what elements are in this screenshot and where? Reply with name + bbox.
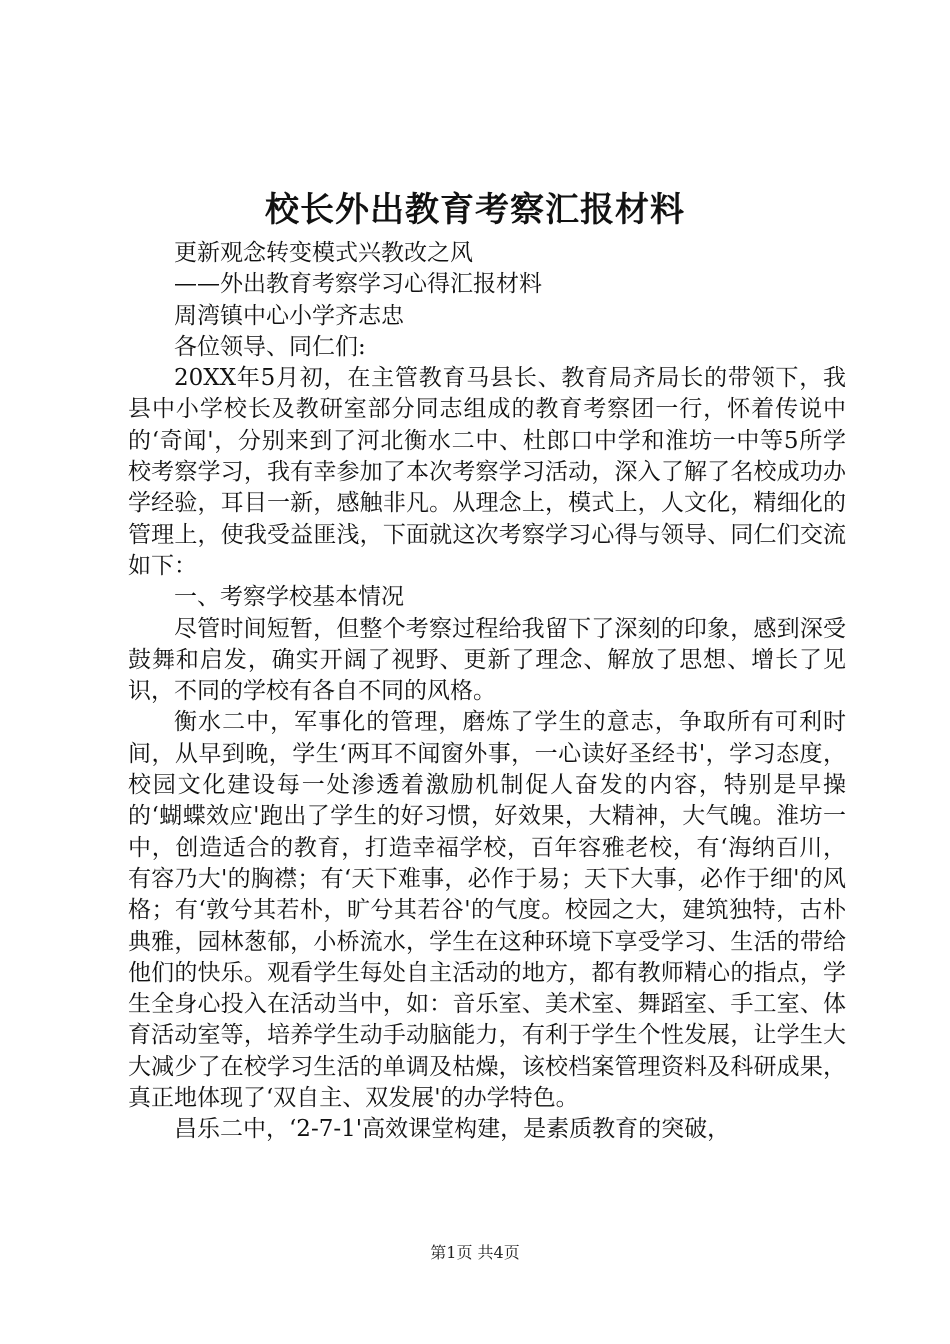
author-line: 周湾镇中心小学齐志忠 (174, 302, 404, 329)
body-paragraph: 衡水二中，军事化的管理，磨炼了学生的意志，争取所有可利时间，从早到晚，学生‘两耳不闻窗外事，一心读好圣经书'，学习态度，校园文化建设每一处渗透着激励机制促人奋发的内容，特别是早操的‘蝴蝶效应'跑出了学生的好习惯，好效果，大精神，大气魄。淮坊一中，创造适合的教育，打造幸福学校，百年容雅老校，有‘海纳百川，有容乃大'的胸襟；有‘天下难事，必作于易；天下大事，必作于细'的风格；有‘敦兮其若朴，旷兮其若谷'的气度。校园之大，建筑独特，古朴典雅，园林葱郁，小桥流水，学生在这种环境下享受学习、生活的带给他们的快乐。观看学生每处自主活动的地方，都有教师精心的指点，学生全身心投入在活动当中，如：音乐室、美术室、舞蹈室、手工室、体育活动室等，培养学生动手动脑能力，有利于学生个性发展，让学生大大减少了在校学习生活的单调及枯燥，该校档案管理资料及科研成果，真正地体现了‘双自主、双发展'的办学特色。 (128, 709, 846, 1112)
subtitle-subline: ——外出教育考察学习心得汇报材料 (174, 271, 542, 298)
section-heading: 一、考察学校基本情况 (174, 584, 404, 611)
body-paragraph: 尽管时间短暂，但整个考察过程给我留下了深刻的印象，感到深受鼓舞和启发，确实开阔了视野、更新了理念、解放了思想、增长了见识，不同的学校有各自不同的风格。 (128, 615, 846, 705)
salutation: 各位领导、同仁们: (174, 333, 366, 360)
document-title: 校长外出教育考察汇报材料 (265, 190, 685, 230)
page-number-footer: 第1页 共4页 (430, 1243, 520, 1262)
subtitle-line: 更新观念转变模式兴教改之风 (174, 240, 473, 266)
document-body (128, 238, 846, 1146)
body-paragraph: 昌乐二中，‘2-7-1'高效课堂构建，是素质教育的突破， (174, 1116, 731, 1143)
intro-paragraph: 20XX年5月初，在主管教育马县长、教育局齐局长的带领下，我县中小学校长及教研室部分同志组成的教育考察团一行，怀着传说中的‘奇闻'，分别来到了河北衡水二中、杜郎口中学和淮坊一中等5所学校考察学习，我有幸参加了本次考察学习活动，深入了解了名校成功办学经验，耳目一新，感触非凡。从理念上，模式上，人文化，精细化的管理上，使我受益匪浅，下面就这次考察学习心得与领导、同仁们交流如下： (128, 365, 846, 579)
